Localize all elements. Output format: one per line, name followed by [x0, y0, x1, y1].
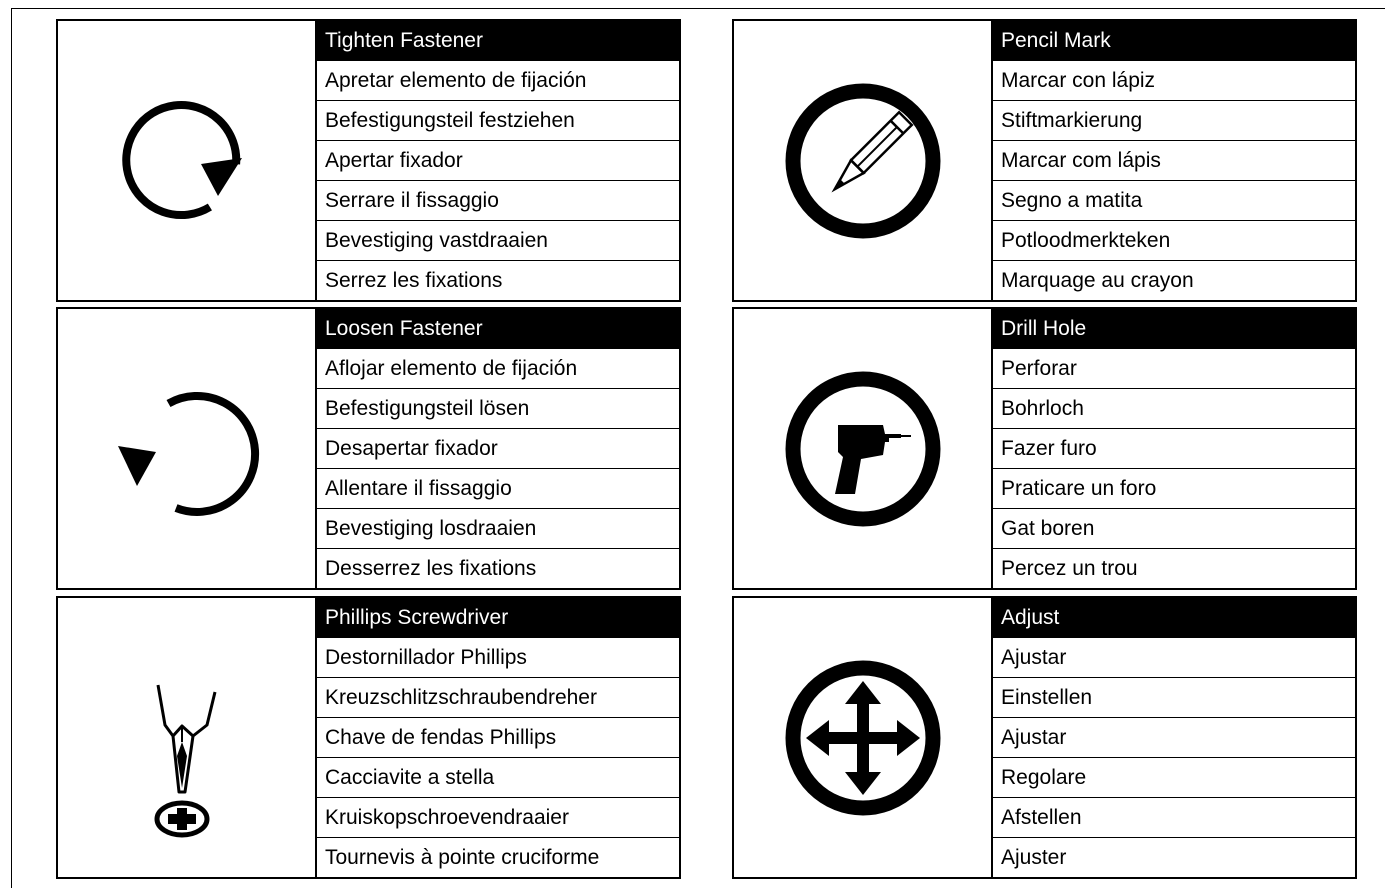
translation-de: Befestigungsteil lösen — [317, 388, 679, 428]
phillips-screwdriver-icon — [87, 618, 287, 858]
translation-pt: Chave de fendas Phillips — [317, 717, 679, 757]
translation-it: Cacciavite a stella — [317, 757, 679, 797]
translation-es: Aflojar elemento de fijación — [317, 348, 679, 388]
translation-de: Einstellen — [993, 677, 1355, 717]
card-pencil-mark — [732, 19, 1357, 302]
card-loosen-fastener — [56, 307, 681, 590]
drill-icon — [763, 349, 963, 549]
translation-pt: Desapertar fixador — [317, 428, 679, 468]
icon-cell — [734, 598, 993, 877]
icon-cell — [734, 21, 993, 300]
translation-pt: Ajustar — [993, 717, 1355, 757]
card-title: Loosen Fastener — [317, 309, 679, 348]
translation-nl: Bevestiging vastdraaien — [317, 220, 679, 260]
translation-nl: Bevestiging losdraaien — [317, 508, 679, 548]
translation-it: Praticare un foro — [993, 468, 1355, 508]
translation-pt: Fazer furo — [993, 428, 1355, 468]
card-tighten-fastener — [56, 19, 681, 302]
translation-fr: Percez un trou — [993, 548, 1355, 588]
four-way-arrow-icon — [763, 638, 963, 838]
translation-nl: Gat boren — [993, 508, 1355, 548]
translation-fr: Tournevis à pointe cruciforme — [317, 837, 679, 877]
translation-nl: Potloodmerkteken — [993, 220, 1355, 260]
translation-de: Befestigungsteil festziehen — [317, 100, 679, 140]
translation-nl: Afstellen — [993, 797, 1355, 837]
card-title: Phillips Screwdriver — [317, 598, 679, 637]
card-adjust — [732, 596, 1357, 879]
icon-cell — [58, 21, 317, 300]
icon-cell — [734, 309, 993, 588]
translation-es: Marcar con lápiz — [993, 60, 1355, 100]
icon-cell — [58, 309, 317, 588]
card-title: Pencil Mark — [993, 21, 1355, 60]
clockwise-arrow-icon — [87, 61, 287, 261]
translation-fr: Marquage au crayon — [993, 260, 1355, 300]
translation-it: Regolare — [993, 757, 1355, 797]
translation-de: Bohrloch — [993, 388, 1355, 428]
translation-fr: Desserrez les fixations — [317, 548, 679, 588]
translation-es: Ajustar — [993, 637, 1355, 677]
card-drill-hole — [732, 307, 1357, 590]
translation-it: Allentare il fissaggio — [317, 468, 679, 508]
translation-es: Destornillador Phillips — [317, 637, 679, 677]
translation-it: Serrare il fissaggio — [317, 180, 679, 220]
counterclockwise-arrow-icon — [87, 349, 287, 549]
pencil-icon — [763, 61, 963, 261]
translation-fr: Serrez les fixations — [317, 260, 679, 300]
translation-pt: Marcar com lápis — [993, 140, 1355, 180]
translation-nl: Kruiskopschroevendraaier — [317, 797, 679, 837]
card-title: Tighten Fastener — [317, 21, 679, 60]
translation-it: Segno a matita — [993, 180, 1355, 220]
translation-de: Kreuzschlitzschraubendreher — [317, 677, 679, 717]
card-phillips-screwdriver — [56, 596, 681, 879]
translation-pt: Apertar fixador — [317, 140, 679, 180]
card-title: Drill Hole — [993, 309, 1355, 348]
translation-fr: Ajuster — [993, 837, 1355, 877]
translation-de: Stiftmarkierung — [993, 100, 1355, 140]
translation-es: Apretar elemento de fijación — [317, 60, 679, 100]
card-title: Adjust — [993, 598, 1355, 637]
icon-cell — [58, 598, 317, 877]
translation-es: Perforar — [993, 348, 1355, 388]
